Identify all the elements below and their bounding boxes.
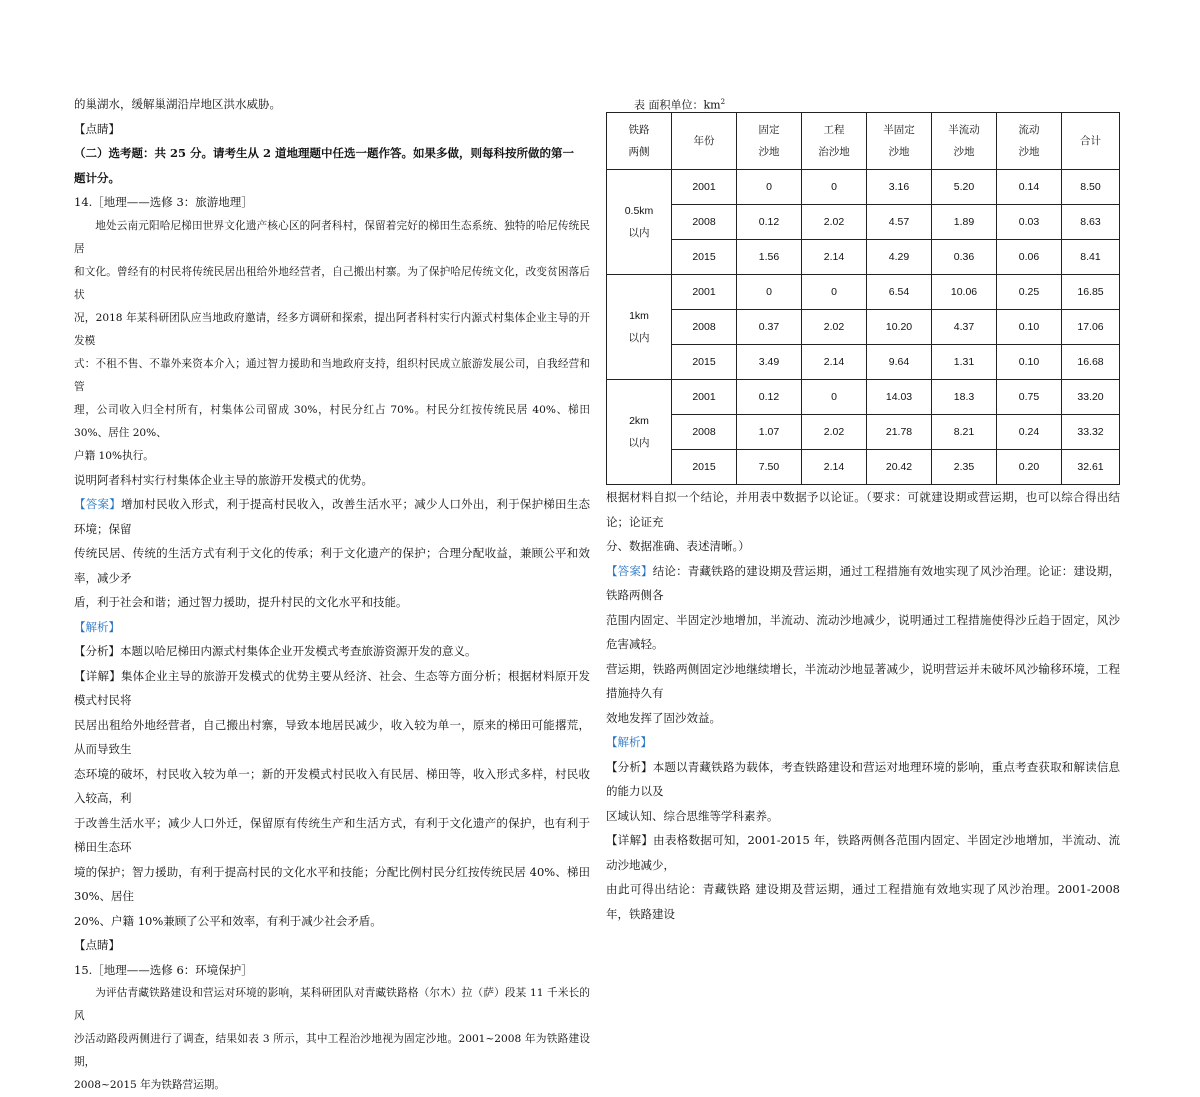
table-cell: 2008 [672, 205, 737, 240]
table-cell: 21.78 [867, 415, 932, 450]
table-cell: 16.85 [1062, 275, 1120, 310]
table-cell: 8.41 [1062, 240, 1120, 275]
table-cell: 1.89 [932, 205, 997, 240]
table-cell: 2015 [672, 450, 737, 485]
table-cell: 6.54 [867, 275, 932, 310]
table-cell: 2015 [672, 345, 737, 380]
q14-question: 说明阿者科村实行村集体企业主导的旅游开发模式的优势。 [74, 472, 373, 487]
table-cell: 0.25 [997, 275, 1062, 310]
table-row [607, 240, 1120, 275]
table-cell: 2.02 [802, 205, 867, 240]
table-cell: 1.07 [737, 415, 802, 450]
table-cell: 0.12 [737, 380, 802, 415]
table-row [607, 380, 1120, 415]
table-cell: 14.03 [867, 380, 932, 415]
table-cell: 2.14 [802, 345, 867, 380]
table-cell: 16.68 [1062, 345, 1120, 380]
table-cell: 0.14 [997, 170, 1062, 205]
table-cell: 32.61 [1062, 450, 1120, 485]
table-cell: 3.49 [737, 345, 802, 380]
q14-xiangjie: 【详解】集体企业主导的旅游开发模式的优势主要从经济、社会、生态等方面分析；根据材料原开发模式村民将 [74, 668, 591, 707]
q15-material: 沙活动路段两侧进行了调查，结果如表 3 所示，其中工程治沙地视为固定沙地。2001~2008 年为铁路建设期， [74, 1033, 590, 1068]
table-cell: 8.50 [1062, 170, 1120, 205]
table-row [607, 450, 1120, 485]
q14-material: 理，公司收入归全村所有，村集体公司留成 30%，村民分红占 70%。村民分红按传统民居 40%、梯田 30%、居住 20%、 [74, 403, 590, 439]
table-cell: 10.06 [932, 275, 997, 310]
table-cell: 0.75 [997, 380, 1062, 415]
table-cell: 0.24 [997, 415, 1062, 450]
q15-answer: 效地发挥了固沙效益。 [606, 710, 721, 725]
table-cell: 33.20 [1062, 380, 1120, 415]
table-cell: 1.56 [737, 240, 802, 275]
table-row [607, 310, 1120, 345]
q14-material: 况，2018 年某科研团队应当地政府邀请，经多方调研和探索，提出阿者科村实行内源式村集体企业主导的开发模 [74, 311, 590, 347]
q15-answer: 营运期，铁路两侧固定沙地继续增长，半流动沙地显著减少，说明营运并未破坏风沙输移环境，工程措施持久有 [606, 661, 1120, 700]
group-label: 2km 以内 [607, 380, 672, 485]
q14-title: 14.［地理——选修 3：旅游地理］ [74, 195, 253, 209]
header-cell: 铁路 两侧 [607, 113, 672, 170]
header-cell: 合计 [1062, 113, 1120, 170]
right-column [606, 92, 1120, 926]
q14-material: 户籍 10%执行。 [74, 449, 154, 462]
table-cell: 2001 [672, 275, 737, 310]
q14-fenxi: 【分析】本题以哈尼梯田内源式村集体企业开发模式考查旅游资源开发的意义。 [74, 644, 477, 658]
table-cell: 8.21 [932, 415, 997, 450]
header-cell: 固定 沙地 [737, 113, 802, 170]
table-cell: 5.20 [932, 170, 997, 205]
table-cell: 0.37 [737, 310, 802, 345]
table-cell: 0.10 [997, 310, 1062, 345]
table-cell: 2001 [672, 170, 737, 205]
table-row [607, 345, 1120, 380]
section-heading: （二）选考题：共 25 分。请考生从 2 道地理题中任选一题作答。如果多做，则每科按所做的第一 [74, 146, 575, 160]
table-cell: 2.14 [802, 240, 867, 275]
answer-tag: 【答案】 [606, 563, 653, 578]
q15-fenxi: 【分析】本题以青藏铁路为载体，考查铁路建设和营运对地理环境的影响，重点考查获取和解读信息的能力以及 [606, 759, 1121, 798]
table-cell: 7.50 [737, 450, 802, 485]
table-cell: 0 [737, 170, 802, 205]
table-cell: 0.10 [997, 345, 1062, 380]
table-row [607, 415, 1120, 450]
table-cell: 17.06 [1062, 310, 1120, 345]
q15-xiangjie: 【详解】由表格数据可知，2001-2015 年，铁路两侧各范围内固定、半固定沙地增加，半流动、流动沙地减少， [606, 833, 1120, 872]
table-cell: 2.02 [802, 310, 867, 345]
analysis-tag: 【解析】 [74, 619, 120, 634]
q15-answer: 【答案】结论：青藏铁路的建设期及营运期，通过工程措施有效地实现了风沙治理。论证：建设期，铁路两侧各 [606, 563, 1121, 602]
header-cell: 流动 沙地 [997, 113, 1062, 170]
header-cell: 半流动 沙地 [932, 113, 997, 170]
table-row [607, 275, 1120, 310]
table-cell: 2.02 [802, 415, 867, 450]
q14-xiangjie: 境的保护；智力援助，有利于提高村民的文化水平和技能；分配比例村民分红按传统民居 40%、梯田 30%、居住 [74, 864, 590, 903]
table-cell: 4.57 [867, 205, 932, 240]
q15-fenxi: 区域认知、综合思维等学科素养。 [606, 808, 779, 823]
section-heading-cont: 题计分。 [74, 170, 120, 185]
table-cell: 3.16 [867, 170, 932, 205]
q14-answer: 盾，利于社会和谐；通过智力援助，提升村民的文化水平和技能。 [74, 595, 408, 609]
table-cell: 0.12 [737, 205, 802, 240]
q15-xiangjie: 由此可得出结论：青藏铁路 建设期及营运期，通过工程措施有效地实现了风沙治理。2001-2008 年，铁路建设 [606, 882, 1120, 921]
header-cell: 年份 [672, 113, 737, 170]
q14-answer: 【答案】增加村民收入形式，利于提高村民收入，改善生活水平；减少人口外出，利于保护梯田生态环境；保留 [74, 497, 591, 536]
table-row [607, 205, 1120, 240]
header-cell: 工程 治沙地 [802, 113, 867, 170]
table-cell: 4.29 [867, 240, 932, 275]
q14-material: 和文化。曾经有的村民将传统民居出租给外地经营者，自己搬出村寨。为了保护哈尼传统文化，改变贫困落后状 [74, 265, 590, 301]
q14-material: 地处云南元阳哈尼梯田世界文化遗产核心区的阿者科村，保留着完好的梯田生态系统、独特的哈尼传统民居 [74, 219, 590, 255]
sand-area-table [606, 112, 1120, 485]
q15-title: 15.［地理——选修 6：环境保护］ [74, 962, 253, 977]
table-cell: 20.42 [867, 450, 932, 485]
q15-answer: 范围内固定、半固定沙地增加，半流动、流动沙地减少，说明通过工程措施使得沙丘趋于固定，风沙危害减轻。 [606, 612, 1120, 651]
q15-material: 为评估青藏铁路建设和营运对环境的影响，某科研团队对青藏铁路格（尔木）拉（萨）段某 11 千米长的风 [74, 987, 590, 1022]
table-cell: 2008 [672, 310, 737, 345]
q14-material: 式：不租不售、不靠外来资本介入；通过智力援助和当地政府支持，组织村民成立旅游发展公司，自我经营和管 [74, 357, 590, 393]
group-label: 0.5km 以内 [607, 170, 672, 275]
group-label: 1km 以内 [607, 275, 672, 380]
dianjing-heading: 【点睛】 [74, 938, 120, 952]
q14-answer: 传统民居、传统的生活方式有利于文化的传承；利于文化遗产的保护；合理分配收益，兼顾公平和效率，减少矛 [74, 546, 590, 585]
q14-xiangjie: 于改善生活水平；减少人口外迁，保留原有传统生产和生活方式，有利于文化遗产的保护，也有利于梯田生态环 [74, 815, 590, 854]
table-cell: 2008 [672, 415, 737, 450]
table-cell: 0.03 [997, 205, 1062, 240]
table-cell: 1.31 [932, 345, 997, 380]
q14-xiangjie: 20%、户籍 10%兼顾了公平和效率，有利于减少社会矛盾。 [74, 913, 382, 928]
table-row [607, 170, 1120, 205]
table-cell: 9.64 [867, 345, 932, 380]
table-cell: 0 [737, 275, 802, 310]
q14-xiangjie: 态环境的破坏，村民收入较为单一；新的开发模式村民收入有民居、梯田等，收入形式多样，村民收入较高，利 [74, 766, 590, 805]
table-cell: 0 [802, 170, 867, 205]
table-cell: 33.32 [1062, 415, 1120, 450]
table-cell: 0 [802, 275, 867, 310]
table-cell: 10.20 [867, 310, 932, 345]
header-cell: 半固定 沙地 [867, 113, 932, 170]
table-header-row [607, 113, 1120, 170]
table-cell: 18.3 [932, 380, 997, 415]
table-cell: 0.06 [997, 240, 1062, 275]
table-cell: 2.14 [802, 450, 867, 485]
table-cell: 2015 [672, 240, 737, 275]
table-cell: 4.37 [932, 310, 997, 345]
table-cell: 2001 [672, 380, 737, 415]
q14-xiangjie: 民居出租给外地经营者，自己搬出村寨，导致本地居民减少，收入较为单一，原来的梯田可能撂荒，从而导致生 [74, 717, 590, 756]
analysis-tag: 【解析】 [606, 735, 652, 749]
table-cell: 0 [802, 380, 867, 415]
dianjing-heading: 【点睛】 [74, 121, 120, 136]
table-cell: 2.35 [932, 450, 997, 485]
q15-question: 分、数据准确、表述清晰。） [606, 539, 750, 553]
table-cell: 0.36 [932, 240, 997, 275]
q15-material: 2008~2015 年为铁路营运期。 [74, 1079, 225, 1091]
table-cell: 0.20 [997, 450, 1062, 485]
left-column [74, 92, 590, 1097]
q15-question: 根据材料自拟一个结论，并用表中数据予以论证。（要求：可就建设期或营运期，也可以综合得出结论；论证充 [606, 490, 1120, 529]
text-line: 的巢湖水，缓解巢湖沿岸地区洪水威胁。 [74, 97, 281, 111]
table-caption: 表 面积单位：$km^2$ [634, 98, 726, 112]
answer-tag: 【答案】 [74, 497, 121, 511]
table-cell: 8.63 [1062, 205, 1120, 240]
